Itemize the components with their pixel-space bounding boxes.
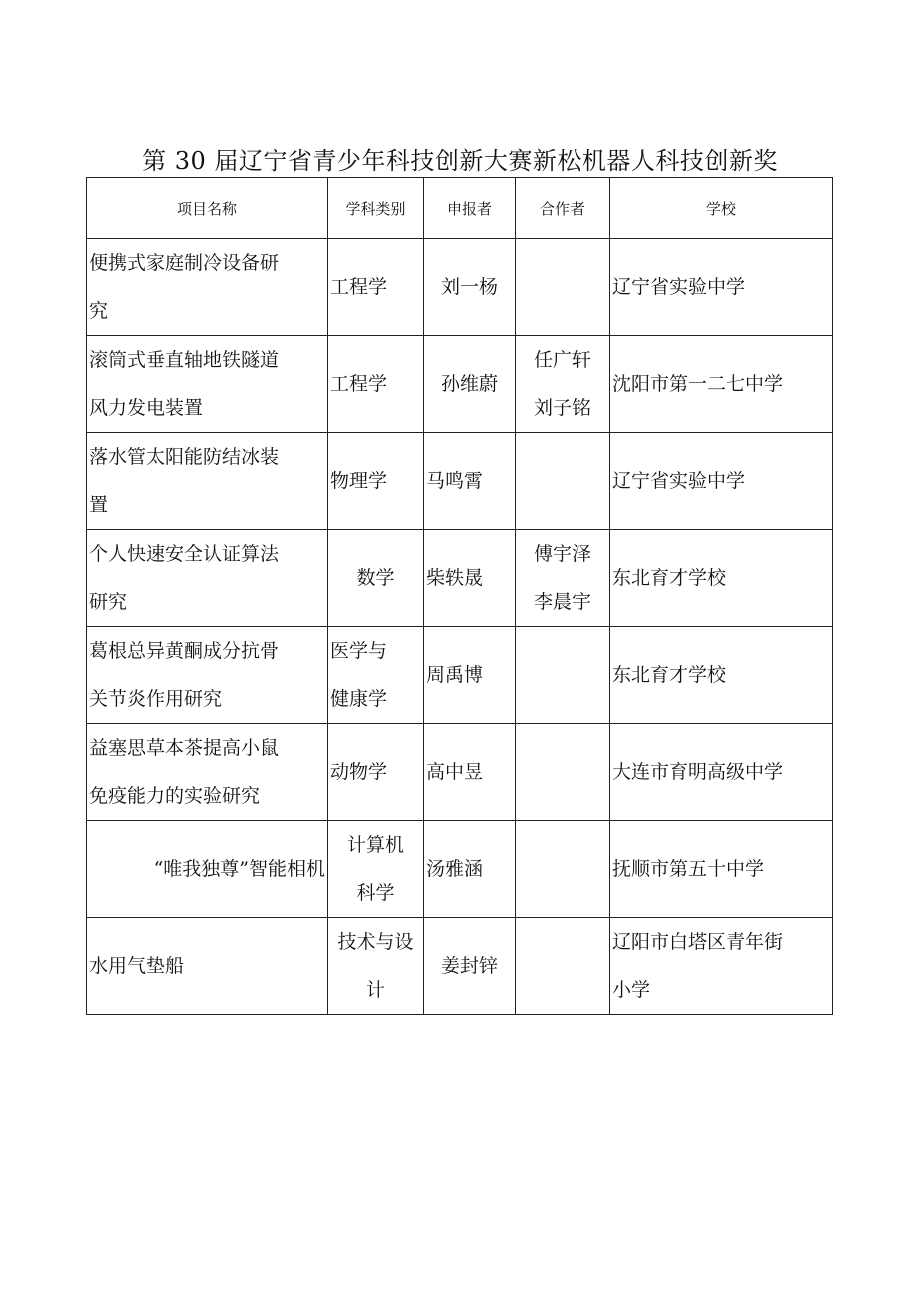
cell-project-name xyxy=(87,336,328,433)
header-subject-category: 学科类别 xyxy=(328,178,424,239)
project-name-line: 滚筒式垂直轴地铁隧道 xyxy=(89,349,280,371)
cell-applicant: 高中昱 xyxy=(424,724,516,821)
cell-project-name xyxy=(87,724,328,821)
cell-applicant: 马鸣霄 xyxy=(424,433,516,530)
table-row xyxy=(87,239,833,336)
cell-school xyxy=(610,918,833,1015)
collaborator-line: 傅宇泽 xyxy=(533,543,591,565)
table-row xyxy=(87,627,833,724)
cell-school xyxy=(610,821,833,918)
table-row xyxy=(87,433,833,530)
header-school: 学校 xyxy=(610,178,833,239)
collaborator-line: 刘子铭 xyxy=(533,397,591,419)
school-line: 抚顺市第五十中学 xyxy=(612,858,765,880)
project-name-line: 关节炎作用研究 xyxy=(89,688,223,710)
school-line: 辽阳市白塔区青年街 xyxy=(612,931,784,953)
header-collaborator: 合作者 xyxy=(516,178,610,239)
project-name-line: 益塞思草本茶提高小鼠 xyxy=(89,737,280,759)
subject-category-line: 医学与 xyxy=(330,640,388,662)
cell-applicant: 刘一杨 xyxy=(424,239,516,336)
cell-subject-category xyxy=(328,336,424,433)
cell-subject-category xyxy=(328,433,424,530)
cell-project-name xyxy=(87,821,328,918)
cell-collaborator xyxy=(516,821,610,918)
project-name-line: 个人快速安全认证算法 xyxy=(89,543,280,565)
subject-category-line: 工程学 xyxy=(330,373,388,395)
cell-subject-category xyxy=(328,918,424,1015)
subject-category-line: 计算机 xyxy=(346,834,404,856)
cell-subject-category xyxy=(328,627,424,724)
school-line: 东北育才学校 xyxy=(612,567,727,589)
cell-applicant: 汤雅涵 xyxy=(424,821,516,918)
cell-collaborator xyxy=(516,627,610,724)
project-name-line: 便携式家庭制冷设备研 xyxy=(89,252,280,274)
subject-category-line: 科学 xyxy=(356,882,395,904)
project-name-line: 水用气垫船 xyxy=(89,955,185,977)
subject-category-line: 工程学 xyxy=(330,276,388,298)
school-line: 沈阳市第一二七中学 xyxy=(612,373,784,395)
school-line: 小学 xyxy=(612,979,651,1001)
project-name-line: 葛根总异黄酮成分抗骨 xyxy=(89,640,280,662)
cell-project-name xyxy=(87,918,328,1015)
cell-school xyxy=(610,530,833,627)
cell-applicant: 孙维蔚 xyxy=(424,336,516,433)
subject-category-line: 动物学 xyxy=(330,761,388,783)
school-line: 辽宁省实验中学 xyxy=(612,276,746,298)
project-name-line: 究 xyxy=(89,300,109,322)
cell-applicant: 周禹博 xyxy=(424,627,516,724)
cell-subject-category xyxy=(328,724,424,821)
cell-collaborator xyxy=(516,918,610,1015)
table-row xyxy=(87,821,833,918)
cell-subject-category xyxy=(328,239,424,336)
cell-school xyxy=(610,239,833,336)
header-applicant: 申报者 xyxy=(424,178,516,239)
table-body xyxy=(87,239,833,1015)
cell-collaborator xyxy=(516,530,610,627)
subject-category-line: 物理学 xyxy=(330,470,388,492)
cell-school xyxy=(610,336,833,433)
subject-category-line: 健康学 xyxy=(330,688,388,710)
project-name-line: 研究 xyxy=(89,591,128,613)
cell-school xyxy=(610,433,833,530)
header-row xyxy=(87,178,833,239)
school-line: 辽宁省实验中学 xyxy=(612,470,746,492)
table-row xyxy=(87,724,833,821)
collaborator-line: 李晨宇 xyxy=(533,591,591,613)
subject-category-line: 计 xyxy=(365,979,385,1001)
school-line: 东北育才学校 xyxy=(612,664,727,686)
table-row xyxy=(87,336,833,433)
collaborator-line: 任广轩 xyxy=(533,349,591,371)
subject-category-line: 技术与设 xyxy=(337,931,414,953)
cell-school xyxy=(610,724,833,821)
project-name-line: 落水管太阳能防结冰装 xyxy=(89,446,280,468)
school-line: 大连市育明高级中学 xyxy=(612,761,784,783)
cell-applicant: 姜封锌 xyxy=(424,918,516,1015)
project-name-line: 置 xyxy=(89,494,109,516)
award-table xyxy=(86,177,833,1015)
cell-project-name xyxy=(87,530,328,627)
cell-project-name xyxy=(87,433,328,530)
cell-collaborator xyxy=(516,239,610,336)
cell-school xyxy=(610,627,833,724)
project-name-line: “唯我独尊”智能相机 xyxy=(153,858,325,880)
header-project-name: 项目名称 xyxy=(87,178,328,239)
cell-applicant: 柴轶晟 xyxy=(424,530,516,627)
cell-collaborator xyxy=(516,336,610,433)
table-row xyxy=(87,530,833,627)
project-name-line: 免疫能力的实验研究 xyxy=(89,785,261,807)
cell-subject-category xyxy=(328,821,424,918)
cell-subject-category xyxy=(328,530,424,627)
table-row xyxy=(87,918,833,1015)
page-title: 第 30 届辽宁省青少年科技创新大赛新松机器人科技创新奖 xyxy=(142,147,778,175)
cell-project-name xyxy=(87,627,328,724)
cell-collaborator xyxy=(516,433,610,530)
project-name-line: 风力发电装置 xyxy=(89,397,204,419)
cell-project-name xyxy=(87,239,328,336)
cell-collaborator xyxy=(516,724,610,821)
subject-category-line: 数学 xyxy=(356,567,395,589)
